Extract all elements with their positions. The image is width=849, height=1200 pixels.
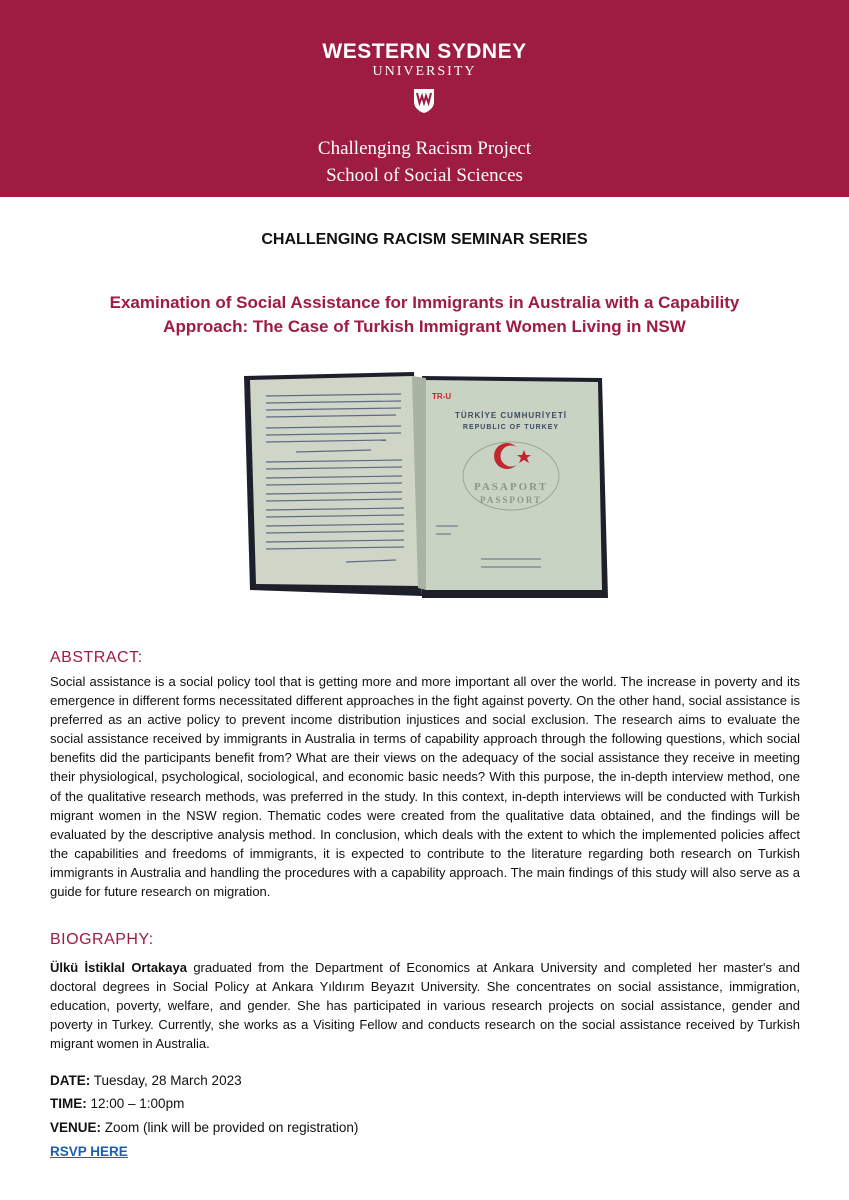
abstract-text: Social assistance is a social policy tool that is getting more and more important all over the world. The increase in poverty and its emergence in different forms necessitated different approaches in the fight against poverty. On the other hand, social assistance is preferred as an active policy to prevent income distribution injustices and social exclusion. The research aims to evaluate the social assistance received by immigrants in Australia in terms of capability approach through the following questions, which social benefits did the participants benefit from? What are their views on the adequacy of the social assistance they receive in meeting their physiological, psychological, sociological, and economic basic needs? With this purpose, the in-depth interview method, one of the qualitative research methods, was preferred in the study. In this context, in-depth interviews will be conducted with Turkish migrant women in the NSW region. Thematic codes were created from the qualitative data obtained, and the findings will be evaluated by the descriptive analysis method. In conclusion, which deals with the extent to which the implemented policies affect the capabilities and freedoms of immigrants, it is expected to contribute to the literature regarding both research on Turkish immigrants in Australia and handling the procedures with a capability approach. The main findings of this study will also serve as a guide for future research on migration. bbox=[50, 674, 800, 900]
time-value: 12:00 – 1:00pm bbox=[86, 1096, 185, 1111]
passport-country-en: REPUBLIC OF TURKEY bbox=[462, 424, 560, 431]
passport-image bbox=[236, 366, 611, 602]
university-logo-line2: UNIVERSITY bbox=[372, 64, 477, 79]
series-title: CHALLENGING RACISM SEMINAR SERIES bbox=[261, 231, 588, 248]
biography-heading: BIOGRAPHY: bbox=[50, 931, 154, 948]
passport-word-en: PASSPORT bbox=[479, 495, 543, 505]
project-name: Challenging Racism Project bbox=[317, 138, 532, 159]
venue-row bbox=[50, 1120, 358, 1135]
date-row bbox=[50, 1073, 242, 1088]
date-label: DATE: bbox=[50, 1073, 91, 1088]
venue-value: Zoom (link will be provided on registration) bbox=[101, 1120, 359, 1135]
time-label: TIME: bbox=[50, 1096, 87, 1111]
school-name: School of Social Sciences bbox=[326, 165, 523, 186]
seminar-title bbox=[40, 291, 809, 339]
seminar-title-line2: Approach: The Case of Turkish Immigrant Women Living in NSW bbox=[163, 317, 686, 336]
university-logo-line1: WESTERN SYDNEY bbox=[322, 40, 527, 63]
rsvp-link[interactable]: RSVP HERE bbox=[50, 1144, 128, 1159]
abstract-heading: ABSTRACT: bbox=[50, 649, 143, 666]
seminar-title-line1: Examination of Social Assistance for Immigrants in Australia with a Capability bbox=[109, 293, 740, 312]
passport-tr-code: TR-U bbox=[432, 392, 452, 401]
passport-word-tr: PASAPORT bbox=[473, 481, 549, 493]
header-banner bbox=[0, 0, 849, 197]
venue-label: VENUE: bbox=[50, 1120, 102, 1135]
date-value: Tuesday, 28 March 2023 bbox=[90, 1073, 242, 1088]
speaker-name: Ülkü İstiklal Ortakaya bbox=[50, 960, 187, 975]
biography-body: graduated from the Department of Economics at Ankara University and completed her master's and doctoral degrees in Social Policy at Ankara Yıldırım Beyazıt University. She concentrates on social assistance, immigration, education, poverty, welfare, and gender. She has participated in various research projects on social assistance, gender and poverty in Turkey. Currently, she works as a Visiting Fellow and conducts research on the social assistance received by Turkish migrant women in Australia. bbox=[50, 960, 800, 1052]
passport-country-tr: TÜRKİYE CUMHURİYETİ bbox=[455, 411, 567, 420]
time-row bbox=[50, 1096, 184, 1111]
biography-text bbox=[50, 958, 800, 1053]
university-shield-icon bbox=[413, 88, 435, 114]
